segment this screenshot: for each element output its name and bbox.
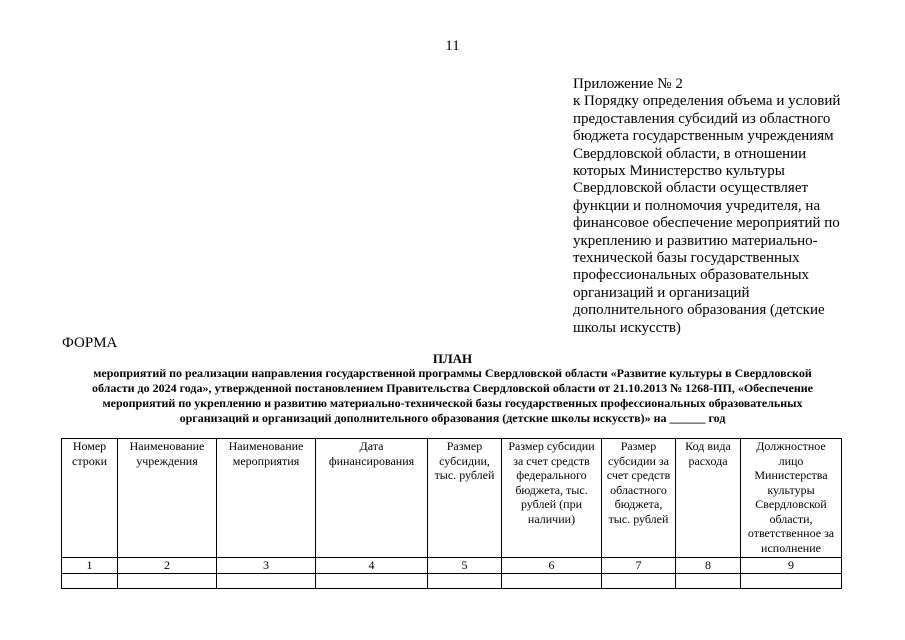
form-label: ФОРМА [62, 335, 118, 351]
appendix-line: Свердловской области осуществляет [573, 180, 809, 197]
appendix-block [573, 76, 863, 337]
appendix-line: предоставления субсидий из областного [573, 110, 831, 127]
header-cell: Дата финансирования [316, 439, 428, 558]
table-cell [676, 573, 741, 588]
column-number-cell: 4 [316, 558, 428, 574]
header-cell: Наименование мероприятия [217, 439, 316, 558]
column-number-cell: 1 [62, 558, 118, 574]
column-number-cell: 6 [502, 558, 602, 574]
column-number-cell: 2 [118, 558, 217, 574]
plan-description-line: организаций и организаций дополнительного образования (детские школы искусств)» на ______ год [179, 411, 726, 425]
header-cell: Наименование учреждения [118, 439, 217, 558]
appendix-line: финансовое обеспечение мероприятий по [573, 215, 840, 232]
header-cell: Размер субсидии за счет средств областного бюджета, тыс. рублей [602, 439, 676, 558]
table-header-row [62, 439, 842, 558]
table-cell [741, 573, 842, 588]
table-row [62, 558, 842, 574]
plan-description-line: мероприятий по укреплению и развитию материально-технической базы государственных профессиональных образовательных [102, 396, 803, 410]
column-number-cell: 8 [676, 558, 741, 574]
table-cell [217, 573, 316, 588]
appendix-line: бюджета государственным учреждениям [573, 128, 834, 145]
table-cell [502, 573, 602, 588]
table-cell [118, 573, 217, 588]
appendix-line: к Порядку определения объема и условий [573, 93, 841, 110]
header-cell: Должностное лицо Министерства культуры Свердловской области, ответственное за исполнение [741, 439, 842, 558]
column-number-cell: 7 [602, 558, 676, 574]
header-cell: Номер строки [62, 439, 118, 558]
appendix-line: организаций и организаций [573, 284, 750, 301]
appendix-line: которых Министерство культуры [573, 163, 785, 180]
header-cell: Размер субсидии за счет средств федерального бюджета, тыс. рублей (при наличии) [502, 439, 602, 558]
table-cell [602, 573, 676, 588]
column-number-cell: 5 [428, 558, 502, 574]
column-number-cell: 9 [741, 558, 842, 574]
plan-description [55, 366, 850, 426]
appendix-line: технической базы государственных [573, 250, 800, 267]
page-number: 11 [445, 38, 460, 54]
appendix-line: Приложение № 2 [573, 76, 683, 92]
appendix-line: функции и полномочия учредителя, на [573, 197, 821, 214]
plan-description-line: мероприятий по реализации направления государственной программы Свердловской области «Развитие культуры в Свердловской [93, 366, 812, 380]
appendix-line: школы искусств) [573, 319, 681, 336]
table-row [62, 573, 842, 588]
appendix-line: профессиональных образовательных [573, 267, 810, 284]
appendix-line: укреплению и развитию материально- [573, 232, 818, 249]
appendix-line: дополнительного образования (детские [573, 302, 825, 319]
column-number-cell: 3 [217, 558, 316, 574]
table-cell [316, 573, 428, 588]
header-cell: Код вида расхода [676, 439, 741, 558]
appendix-line: Свердловской области, в отношении [573, 145, 807, 162]
table-cell [62, 573, 118, 588]
plan-table [61, 438, 842, 589]
header-cell: Размер субсидии, тыс. рублей [428, 439, 502, 558]
plan-title: ПЛАН [432, 351, 473, 366]
table-cell [428, 573, 502, 588]
plan-description-line: области до 2024 года», утвержденной постановлением Правительства Свердловской области от 21.10.2013 № 1268-ПП, «Обеспечение [91, 381, 814, 395]
